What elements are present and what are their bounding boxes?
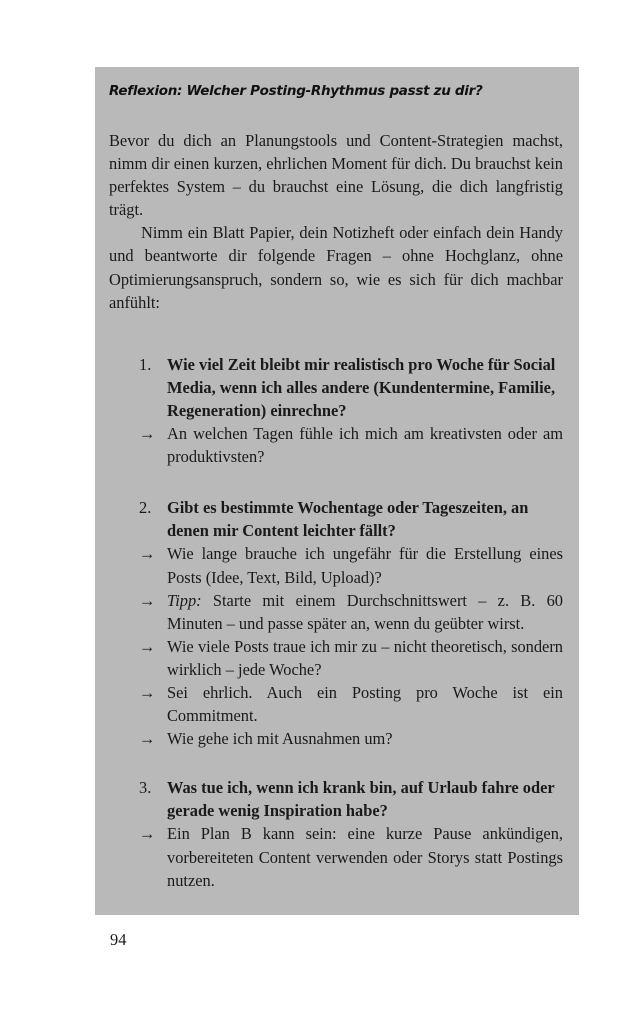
arrow-icon: → <box>139 682 156 702</box>
page-number: 94 <box>110 930 127 949</box>
question-text: Wie viel Zeit bleibt mir realistisch pro Woche für Social Media, wenn ich alles andere (Kundentermine, Familie, Regeneration) einrechne? <box>167 354 556 420</box>
arrow-icon: → <box>139 729 156 749</box>
question-2 <box>109 496 563 542</box>
question-1 <box>109 353 563 422</box>
note-item <box>109 727 563 750</box>
note-item <box>109 635 563 681</box>
note-item <box>109 422 563 468</box>
note-text: Starte mit einem Durchschnittswert – z. B. 60 Minuten – und passe später an, wenn du geübter wirst. <box>167 590 563 633</box>
note-text: Wie gehe ich mit Ausnahmen um? <box>167 729 393 749</box>
question-text: Was tue ich, wenn ich krank bin, auf Urlaub fahre oder gerade wenig Inspiration habe? <box>167 778 555 821</box>
question-number: 3. <box>139 778 152 798</box>
note-text: Wie lange brauche ich ungefähr für die Erstellung eines Posts (Idee, Text, Bild, Upload)? <box>167 544 563 587</box>
reflection-box <box>95 67 579 915</box>
note-text: Sei ehrlich. Auch ein Posting pro Woche ist ein Commitment. <box>167 682 563 726</box>
question-number: 1. <box>139 354 152 374</box>
arrow-icon: → <box>139 590 156 610</box>
arrow-icon: → <box>139 544 156 564</box>
note-item <box>109 822 563 891</box>
instruction-paragraph: Nimm ein Blatt Papier, dein Notizheft oder einfach dein Handy und beantworte dir folgende Fragen – ohne Hochglanz, ohne Optimierungsanspruch, sondern so, wie es sich für dich machbar anfühlt: <box>109 223 563 312</box>
note-item <box>109 681 563 727</box>
question-text: Gibt es bestimmte Wochentage oder Tageszeiten, an denen mir Content leichter fällt? <box>167 498 529 541</box>
tip-label: Tipp: <box>167 590 202 610</box>
note-text: An welchen Tagen fühle ich mich am kreativsten oder am produktivsten? <box>167 424 563 467</box>
note-item <box>109 589 563 635</box>
note-text: Ein Plan B kann sein: eine kurze Pause ankündigen, vorbereiteten Content verwenden oder Storys statt Postings nutzen. <box>167 824 563 890</box>
question-3 <box>109 776 563 822</box>
question-list <box>109 353 563 892</box>
arrow-icon: → <box>139 424 156 444</box>
arrow-icon: → <box>139 824 156 844</box>
note-text: Wie viele Posts traue ich mir zu – nicht theoretisch, sondern wirklich – jede Woche? <box>167 636 563 679</box>
arrow-icon: → <box>139 636 156 656</box>
note-item <box>109 542 563 588</box>
intro-paragraph: Bevor du dich an Planungstools und Content-Strategien machst, nimm dir einen kurzen, ehrlichen Moment für dich. Du brauchst kein perfektes System – du brauchst eine Lösung, die dich langfristig trägt. <box>109 131 563 220</box>
question-number: 2. <box>139 498 152 518</box>
box-heading: Reflexion: Welcher Posting-Rhythmus passt zu dir? <box>109 83 483 99</box>
